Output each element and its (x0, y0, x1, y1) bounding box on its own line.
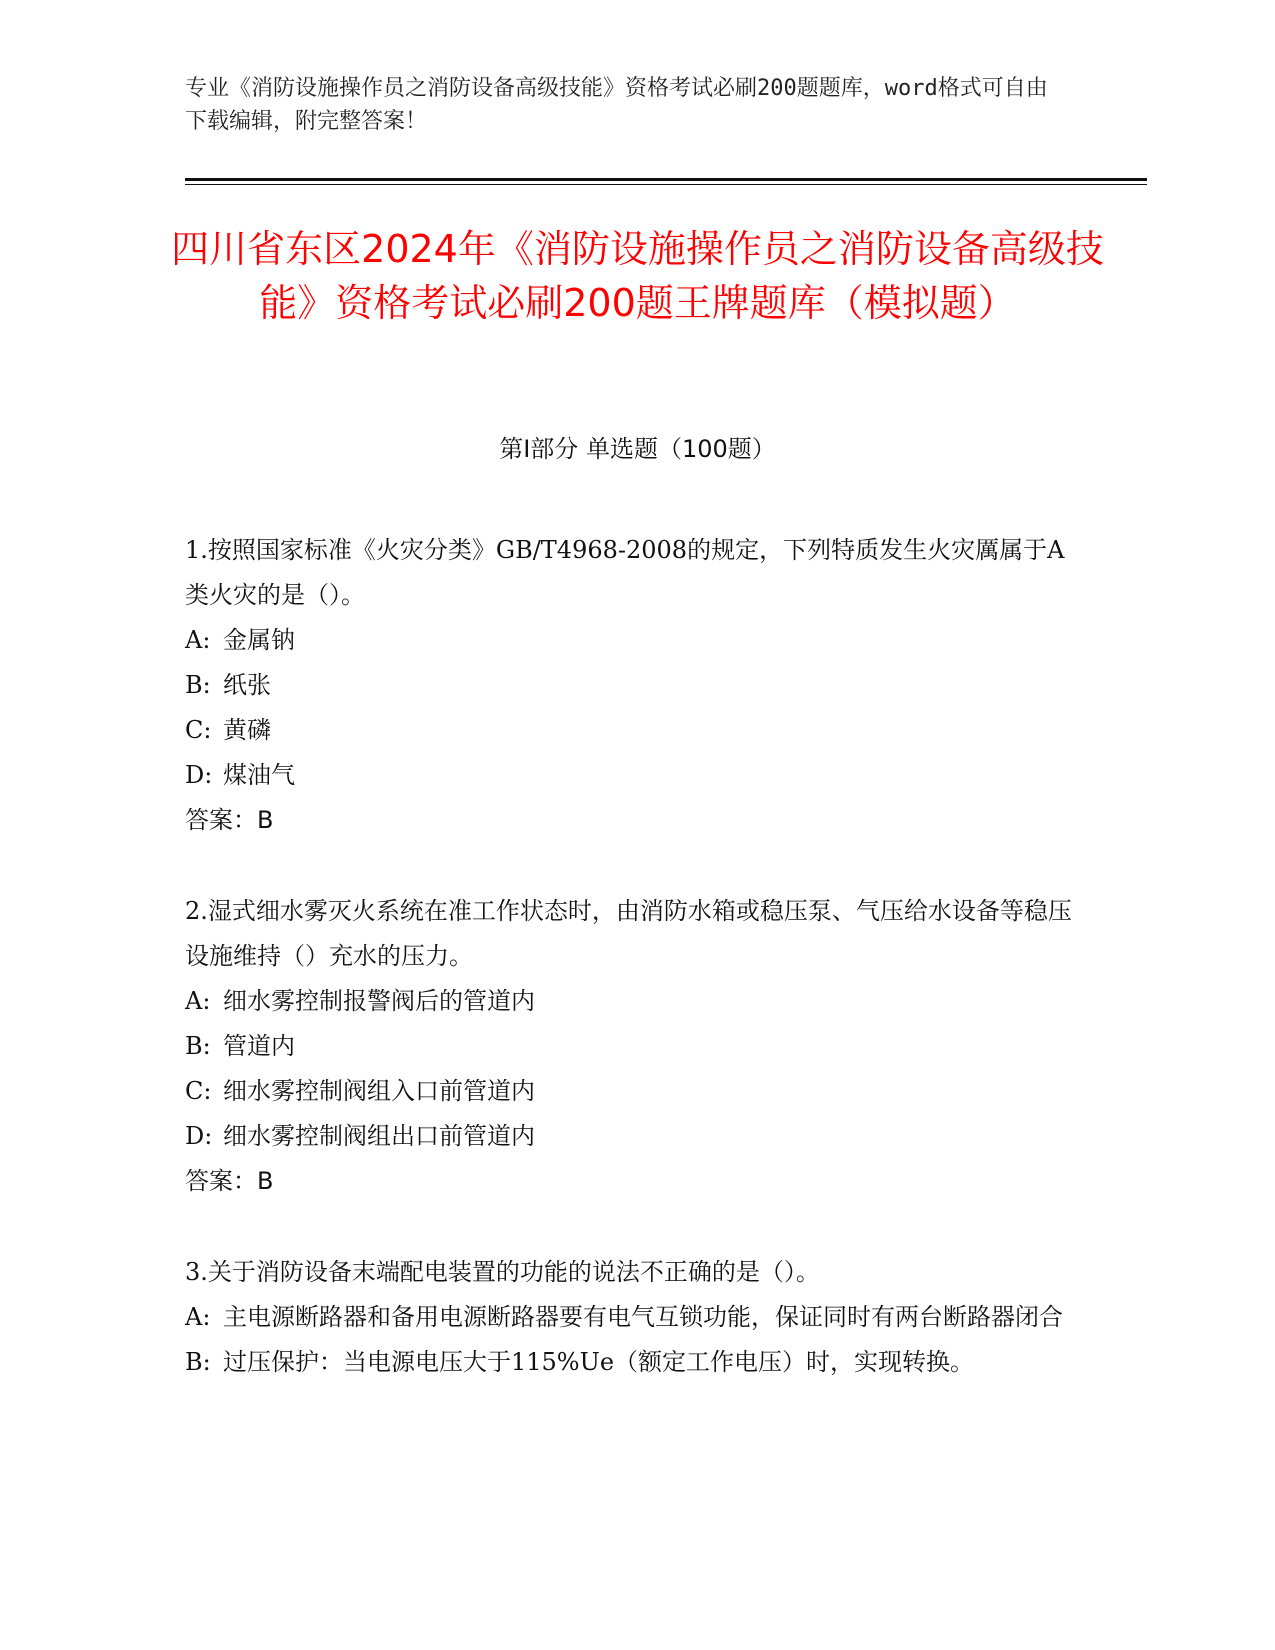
option-text: 金属钠 (223, 626, 295, 654)
document-title: 四川省东区2024年《消防设施操作员之消防设备高级技能》资格考试必刷200题王牌题库（模拟题） (171, 227, 1104, 325)
option-text: 过压保护：当电源电压大于115%Ue（额定工作电压）时，实现转换。 (223, 1348, 975, 1376)
option-c (185, 1069, 1085, 1114)
option-text: 细水雾控制报警阀后的管道内 (223, 987, 535, 1015)
question-3 (185, 1250, 1085, 1385)
option-letter: B: (185, 671, 211, 699)
option-text: 煤油气 (223, 761, 295, 789)
option-text: 管道内 (223, 1032, 295, 1060)
question-list (185, 528, 1085, 1431)
header-divider-thin (185, 184, 1147, 185)
option-a (185, 1295, 1085, 1340)
option-letter: A: (185, 626, 211, 654)
option-text: 纸张 (223, 671, 271, 699)
option-c (185, 708, 1085, 753)
answer-line: 答案：B (185, 806, 274, 834)
option-letter: A: (185, 1303, 211, 1331)
option-text: 细水雾控制阀组入口前管道内 (223, 1077, 535, 1105)
option-a (185, 979, 1085, 1024)
option-d (185, 1114, 1085, 1159)
option-text: 细水雾控制阀组出口前管道内 (223, 1122, 535, 1150)
header-divider-thick (185, 178, 1147, 181)
header-note: 专业《消防设施操作员之消防设备高级技能》资格考试必刷200题题库，word格式可自由下载编辑，附完整答案！ (185, 76, 1048, 134)
option-letter: C: (185, 1077, 212, 1105)
question-1 (185, 528, 1085, 843)
answer-line: 答案：B (185, 1167, 274, 1195)
option-b (185, 1024, 1085, 1069)
question-stem: 1.按照国家标准《火灾分类》GB/T4968-2008的规定，下列特质发生火灾厲属于A类火灾的是（）。 (185, 536, 1065, 609)
option-letter: D: (185, 761, 213, 789)
option-b (185, 1340, 1085, 1385)
option-letter: C: (185, 716, 212, 744)
option-letter: B: (185, 1348, 211, 1376)
option-a (185, 618, 1085, 663)
option-letter: A: (185, 987, 211, 1015)
option-d (185, 753, 1085, 798)
question-stem: 3.关于消防设备末端配电装置的功能的说法不正确的是（）。 (185, 1258, 820, 1286)
question-2 (185, 889, 1085, 1204)
question-stem: 2.湿式细水雾灭火系统在准工作状态时，由消防水箱或稳压泵、气压给水设备等稳压设施维持（）充水的压力。 (185, 897, 1072, 970)
option-text: 主电源断路器和备用电源断路器要有电气互锁功能，保证同时有两台断路器闭合 (223, 1303, 1063, 1331)
option-letter: D: (185, 1122, 213, 1150)
option-b (185, 663, 1085, 708)
option-text: 黄磷 (223, 716, 271, 744)
section-title: 第Ⅰ部分 单选题（100题） (499, 435, 776, 463)
option-letter: B: (185, 1032, 211, 1060)
